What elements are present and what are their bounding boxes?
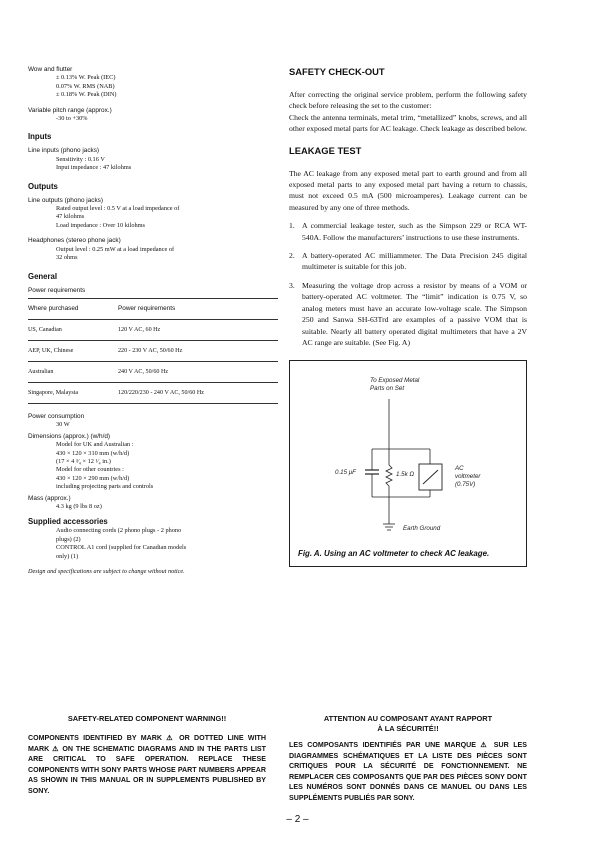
table-row (28, 361, 278, 382)
earth-ground-label: Earth Ground (403, 525, 441, 532)
voltmeter-label-line: AC (455, 465, 464, 472)
wow-flutter-label: Wow and flutter (28, 66, 73, 73)
voltmeter-label (455, 465, 480, 489)
list-text: A commercial leakage tester, such as the Simpson 229 or RCA WT-540A. Follow the manufacturers’ instructions to use these instruments. (302, 221, 527, 242)
warning-en-body: COMPONENTS IDENTIFIED BY MARK ⚠ OR DOTTED LINE WITH MARK ⚠ ON THE SCHEMATIC DIAGRAMS AND IN THE PARTS LIST ARE CRITICAL TO SAFE OPERATION. REPLACE THESE COMPONENTS WITH SONY PARTS WHOSE PART NUMBERS APPEAR AS SHOWN IN THIS MANUAL OR IN SUPPLEMENTS PUBLISHED BY SONY. (28, 734, 266, 795)
capacitor-label: 0.15 μF (335, 469, 356, 476)
wow-flutter-value: ± 0.18% W. Peak (DIN) (56, 91, 117, 99)
dimensions-value: (17 × 4 ³⁄₄ × 12 ¹⁄₄ in.) (56, 457, 111, 465)
headphones-value: Output level : 0.25 mW at a load impedance of (56, 245, 175, 253)
wow-flutter-value: ± 0.13% W. Peak (IEC) (56, 74, 116, 82)
specifications-column (28, 66, 278, 576)
accessory-item: only) (1) (56, 552, 79, 560)
power-requirements-label: Power requirements (28, 286, 86, 294)
table-cell: Singapore, Malaysia (28, 382, 118, 403)
table-header-row (28, 298, 278, 319)
pitch-value: -30 to +30% (56, 115, 88, 123)
accessory-item: CONTROL A1 cord (supplied for Canadian models (56, 544, 187, 552)
list-item (289, 220, 527, 243)
line-inputs-value: Sensitivity : 0.16 V (56, 155, 105, 163)
warning-fr-body: LES COMPOSANTS IDENTIFIÉS PAR UNE MARQUE ⚠ SUR LES DIAGRAMMES SCHÉMATIQUES ET LA LISTE DES PIÈCES SONT CRITIQUES POUR LA SÉCURITÉ DE FONCTIONNEMENT. NE REMPLACER CES COMPOSANTS QUE PAR DES PIÈCES SONY DONT LES NUMÉROS SONT DONNÉS DANS CE MANUEL OU DANS LES SUPPLÉMENTS PUBLIÉS PAR SONY. (289, 741, 527, 802)
safety-intro: After correcting the original service problem, perform the following safety check before releasing the set to the customer: (289, 90, 527, 111)
dimensions-value: Model for UK and Australian : (56, 441, 134, 449)
power-requirements-table (28, 298, 278, 404)
resistor-label: 1.5k Ω (396, 471, 415, 478)
dimensions-value: 430 × 120 × 310 mm (w/h/d) (56, 449, 130, 457)
outputs-heading: Outputs (28, 181, 58, 191)
table-cell: 120 V AC, 60 Hz (118, 319, 278, 340)
table-cell: 120/220/230 - 240 V AC, 50/60 Hz (118, 382, 278, 403)
table-row (28, 382, 278, 403)
wow-flutter-value: 0.07% W. RMS (NAB) (56, 82, 115, 90)
table-cell: US, Canadian (28, 319, 118, 340)
table-cell: Australian (28, 361, 118, 382)
warning-fr-title: ATTENTION AU COMPOSANT AYANT RAPPORT (323, 714, 493, 723)
exposed-metal-label-line: Parts on Set (370, 385, 405, 392)
list-number: 2. (289, 251, 295, 261)
table-cell: 240 V AC, 50/60 Hz (118, 361, 278, 382)
leakage-test-title: LEAKAGE TEST (289, 144, 362, 156)
list-text: Measuring the voltage drop across a resistor by means of a VOM or battery-operated AC voltmeter. The “limit” indication is 0.75 V, so analog meters must have an accurate low-voltage scale. The Simpson 250 and Sanwa SH-63Trd are examples of a passive VOM that is suitable. Nearly all battery operated digital multimeters that have a 2V AC range are suitable. (See Fig. A) (302, 280, 527, 347)
general-heading: General (28, 271, 58, 281)
safety-column (289, 66, 527, 348)
dimensions-label: Dimensions (approx.) (w/h/d) (28, 432, 111, 440)
voltmeter-label-line: voltmeter (455, 473, 481, 480)
pitch-label: Variable pitch range (approx.) (28, 106, 112, 114)
table-header-cell: Power requirements (118, 298, 278, 319)
page-number: – 2 – (286, 814, 309, 825)
safety-warning-fr (289, 714, 527, 804)
leakage-circuit-diagram (290, 361, 526, 566)
headphones-label: Headphones (stereo phone jack) (28, 237, 121, 245)
power-consumption-label: Power consumption (28, 412, 85, 420)
leakage-test-body: The AC leakage from any exposed metal part to earth ground and from all exposed metal parts to any exposed metal part having a return to chassis, must not exceed 0.5 mA (500 microamperes). Leakage current can be measured by any one of three methods. (289, 168, 527, 212)
mass-value: 4.3 kg (9 lbs 8 oz) (56, 502, 102, 510)
safety-warning-en (28, 714, 266, 797)
table-header-cell: Where purchased (28, 298, 118, 319)
table-cell: 220 - 230 V AC, 50/60 Hz (118, 340, 278, 361)
line-outputs-value: Rated output level : 0.5 V at a load impedance of (56, 205, 180, 213)
safety-intro-2: Check the antenna terminals, metal trim, “metallized” knobs, screws, and all other exposed metal parts for AC leakage. Check leakage as described below. (289, 112, 527, 134)
table-cell: AEP, UK, Chinese (28, 340, 118, 361)
line-inputs-value: Input impedance : 47 kilohms (56, 164, 132, 172)
list-item (289, 250, 527, 273)
resistor-zigzag (386, 465, 392, 486)
line-outputs-value: Load impedance : Over 10 kilohms (56, 221, 146, 229)
inputs-heading: Inputs (28, 132, 52, 142)
list-text: A battery-operated AC milliammeter. The Data Precision 245 digital multimeter is suitable for this job. (302, 251, 527, 272)
accessories-heading: Supplied accessories (28, 517, 108, 527)
line-outputs-value: 47 kilohms (56, 213, 85, 221)
safety-title: SAFETY CHECK-OUT (289, 66, 385, 77)
voltmeter-label-line: (0.75V) (455, 481, 476, 488)
table-row (28, 319, 278, 340)
mass-label: Mass (approx.) (28, 494, 71, 502)
line-outputs-label: Line outputs (phono jacks) (28, 196, 103, 204)
figure-a (289, 360, 527, 567)
list-number: 1. (289, 221, 295, 231)
accessory-item: plugs) (2) (56, 535, 81, 543)
list-number: 3. (289, 280, 295, 290)
list-item (289, 280, 527, 348)
headphones-value: 32 ohms (56, 254, 78, 262)
line-inputs-label: Line inputs (phono jacks) (28, 147, 100, 155)
exposed-metal-label-line: To Exposed Metal (370, 377, 420, 384)
power-consumption-value: 30 W (56, 421, 70, 429)
figure-caption: Fig. A. Using an AC voltmeter to check AC leakage. (298, 549, 490, 558)
accessory-item: Audio connecting cords (2 phono plugs - 2 phono (56, 527, 182, 535)
dimensions-value: Model for other countries : (56, 466, 124, 474)
warning-en-title: SAFETY-RELATED COMPONENT WARNING!! (67, 714, 227, 723)
table-row (28, 340, 278, 361)
dimensions-value: 430 × 120 × 290 mm (w/h/d) (56, 474, 130, 482)
warning-fr-title: À LA SÉCURITÉ!! (377, 724, 439, 733)
design-note: Design and specifications are subject to change without notice. (28, 568, 185, 575)
dimensions-value: including projecting parts and controls (56, 483, 154, 491)
